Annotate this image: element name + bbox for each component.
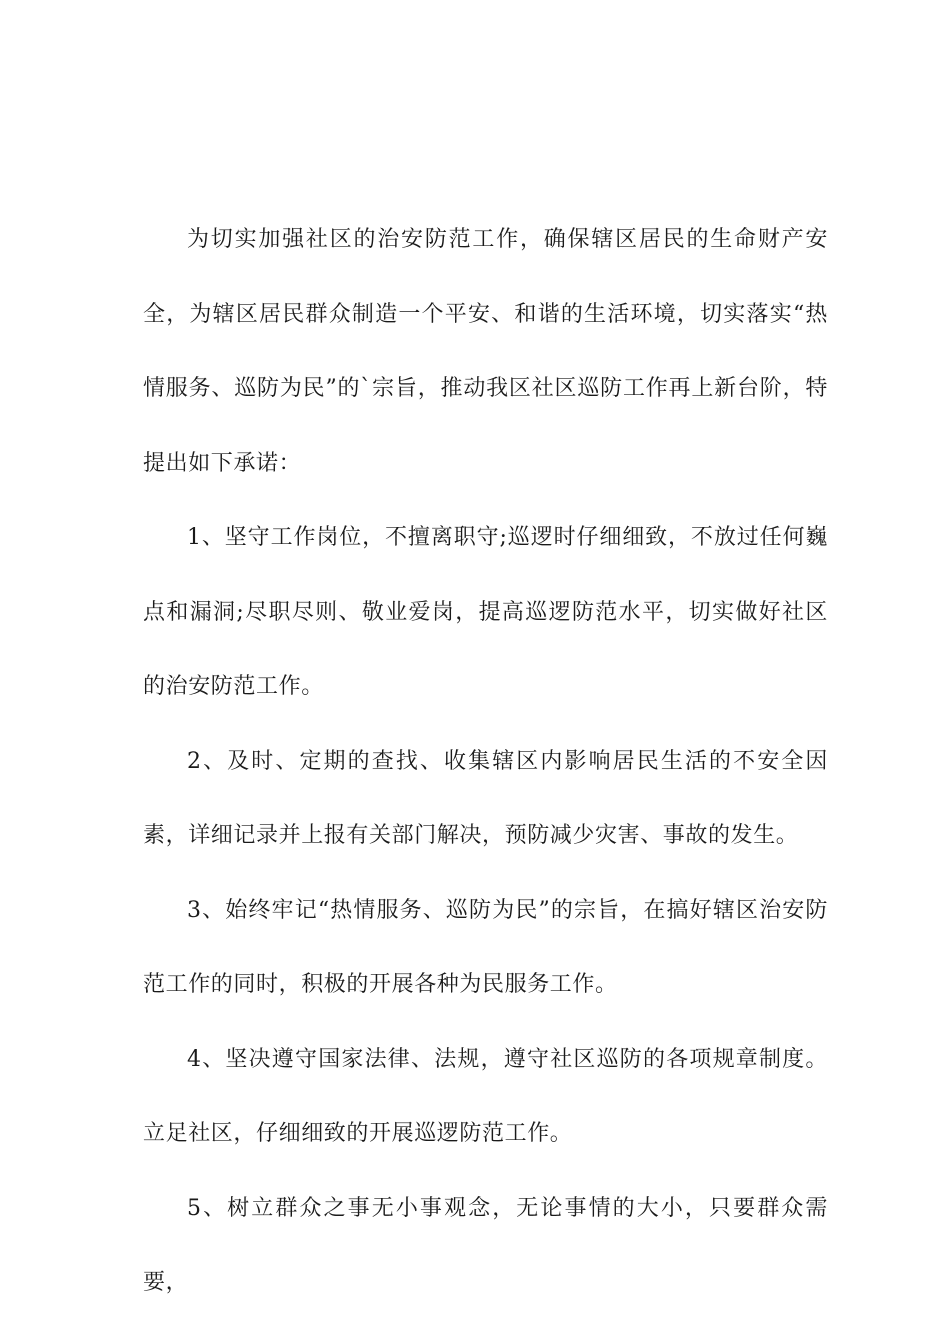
document-body bbox=[143, 203, 828, 1321]
intro-paragraph: 为切实加强社区的治安防范工作，确保辖区居民的生命财产安全，为辖区居民群众制造一个平安、和谐的生活环境，切实落实“热情服务、巡防为民”的`宗旨，推动我区社区巡防工作再上新台阶，特提出如下承诺： bbox=[143, 227, 828, 476]
commitment-item-2: 2、及时、定期的查找、收集辖区内影响居民生活的不安全因素，详细记录并上报有关部门解决，预防减少灾害、事故的发生。 bbox=[143, 748, 828, 848]
commitment-item-3: 3、始终牢记“热情服务、巡防为民”的宗旨，在搞好辖区治安防范工作的同时，积极的开展各种为民服务工作。 bbox=[143, 897, 828, 997]
commitment-item-5: 5、树立群众之事无小事观念，无论事情的大小，只要群众需要， bbox=[143, 1195, 828, 1295]
commitment-item-1: 1、坚守工作岗位，不擅离职守;巡逻时仔细细致，不放过任何巍点和漏洞;尽职尽则、敬业爱岗，提高巡逻防范水平，切实做好社区的治安防范工作。 bbox=[143, 525, 828, 699]
commitment-item-4: 4、坚决遵守国家法律、法规，遵守社区巡防的各项规章制度。立足社区，仔细细致的开展巡逻防范工作。 bbox=[143, 1046, 828, 1146]
